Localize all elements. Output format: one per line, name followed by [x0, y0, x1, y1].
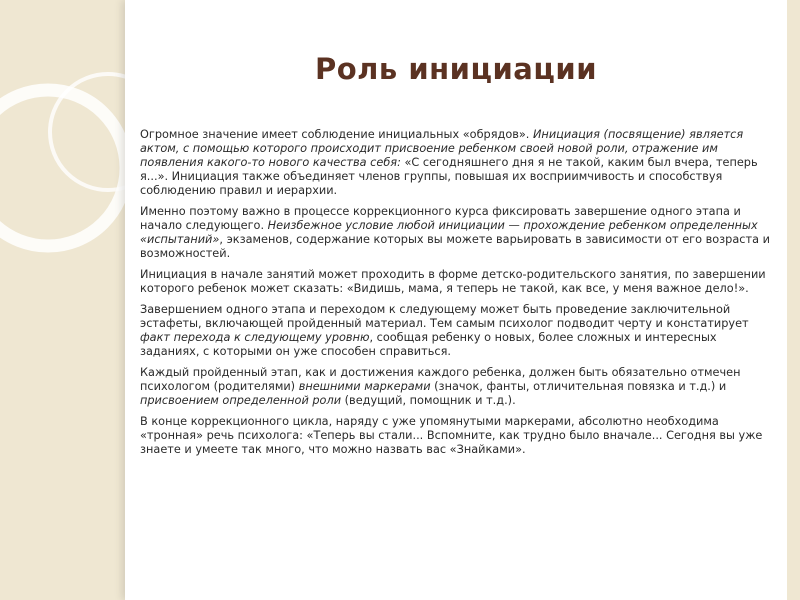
- emphasis-text: факт перехода к следующему уровню: [140, 331, 370, 344]
- slide-title: Роль инициации: [314, 52, 598, 86]
- emphasis-text: Неизбежное условие любой инициации — прохождение ребенком определенных «испытаний»: [140, 219, 758, 246]
- body-paragraph: [140, 415, 778, 457]
- body-paragraph: [140, 366, 778, 408]
- content-panel: [125, 0, 787, 600]
- body-paragraph: [140, 268, 778, 296]
- body-text: В конце коррекционного цикла, наряду с уже упомянутыми маркерами, абсолютно необходима «тронная» речь психолога: «Теперь вы стали... Вспомните, как трудно было вначале... Сегодня вы уже знаете и умеете так много, что можно назвать вас «Знайками».: [140, 415, 763, 456]
- body-text: Завершением одного этапа и переходом к следующему может быть проведение заключительной эстафеты, включающей пройденный материал. Тем самым психолог подводит черту и констатирует: [140, 303, 749, 330]
- slide-body: [140, 128, 778, 464]
- decorative-right-band: [787, 0, 800, 600]
- body-paragraph: [140, 128, 778, 198]
- body-text: (ведущий, помощник и т.д.).: [341, 394, 516, 407]
- body-text: , экзаменов, содержание которых вы можете варьировать в зависимости от его возраста и возможностей.: [140, 233, 770, 260]
- body-paragraph: [140, 205, 778, 261]
- emphasis-text: внешними маркерами: [298, 380, 431, 393]
- decorative-left-band: [0, 0, 125, 600]
- emphasis-text: Инициация (посвящение) является актом, с помощью которого происходит присвоение ребенком своей новой роли, отражение им появления какого-то нового качества себя:: [140, 128, 744, 169]
- body-paragraph: [140, 303, 778, 359]
- body-text: «С сегодняшнего дня я не такой, каким был вчера, теперь я...». Инициация также объединяет членов группы, повышая их восприимчивость и способствуя соблюдению правил и иерархии.: [140, 156, 758, 197]
- body-text: Именно поэтому важно в процессе коррекционного курса фиксировать завершение одного этапа и начало следующего.: [140, 205, 741, 232]
- body-text: Каждый пройденный этап, как и достижения каждого ребенка, должен быть обязательно отмечен психологом (родителями): [140, 366, 741, 393]
- body-text: Инициация в начале занятий может проходить в форме детско-родительского занятия, по завершении которого ребенок может сказать: «Видишь, мама, я теперь не такой, как все, у меня важное дело!».: [140, 268, 766, 295]
- body-text: , сообщая ребенку о новых, более сложных и интересных заданиях, с которыми он уже способен справиться.: [140, 331, 717, 358]
- body-text: (значок, фанты, отличительная повязка и т.д.) и: [430, 380, 727, 393]
- body-text: Огромное значение имеет соблюдение инициальных «обрядов».: [140, 128, 533, 141]
- emphasis-text: присвоением определенной роли: [140, 394, 342, 407]
- decorative-circles: [0, 0, 125, 600]
